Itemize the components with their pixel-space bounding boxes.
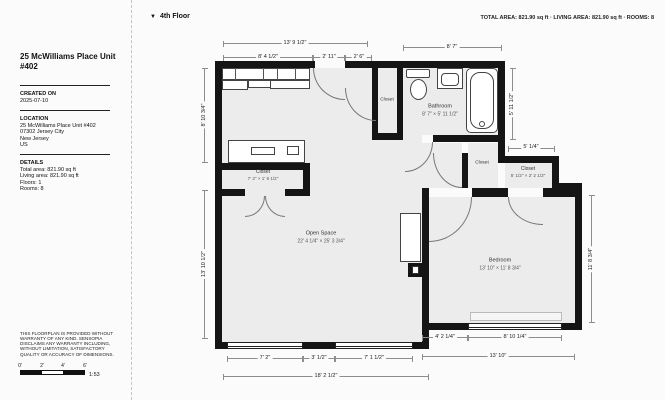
dimension-label: 8' 7": [446, 44, 458, 50]
kitchen-sink: [251, 147, 275, 155]
scale-ratio: 1:53: [89, 372, 100, 378]
property-title: 25 McWilliams Place Unit #402: [20, 52, 116, 71]
scale-tick: 4': [61, 363, 65, 369]
chevron-down-icon[interactable]: ▼: [150, 13, 156, 20]
bathtub-drain: [479, 121, 485, 127]
room-dims: 13' 10" × 11' 8 3/4": [479, 265, 521, 272]
room-label-entry-closet: [380, 98, 394, 105]
dimension-label: 5' 1/4": [523, 144, 539, 150]
kitchen-stove: [287, 146, 299, 155]
room-dims: 8' 7" × 5' 11 1/2": [422, 111, 458, 118]
kitchen-appliance: [270, 80, 310, 89]
wall: [345, 61, 505, 68]
dimension-label: 18' 2 1/2": [314, 373, 338, 379]
dimension-label: 3' 1/2": [311, 355, 327, 361]
kitchen-cabinet: [222, 80, 248, 90]
wall: [575, 183, 582, 330]
wall: [498, 61, 505, 163]
dimension-label: 7' 1 1/2": [364, 355, 384, 361]
created-heading: CREATED ON: [20, 91, 56, 97]
details-heading: DETAILS: [20, 159, 44, 166]
room-dims: 7' 2" × 1' 9 1/2": [247, 176, 279, 182]
room-name: Bathroom: [428, 103, 452, 110]
dimension-label: 2' 6": [353, 54, 365, 60]
created-value: 2025-07-10: [20, 98, 49, 104]
toilet-tank: [406, 69, 430, 78]
dimension-label: 8' 4 1/2": [258, 54, 278, 60]
room-name: Bedroom: [488, 257, 512, 264]
room-label-bathroom: [422, 103, 458, 118]
location-line: 25 McWilliams Place Unit #402: [20, 122, 96, 129]
dimension-label: 13' 10 1/2": [201, 251, 207, 277]
room-name: Closet: [520, 166, 536, 173]
location-line: US: [20, 142, 28, 148]
location-line: New Jersey: [20, 135, 49, 142]
dimension-label: 11' 8 3/4": [588, 247, 594, 271]
details-line: Floors: 1: [20, 179, 42, 186]
wall: [433, 135, 498, 142]
room-dims: 5' 1/2" × 2' 2 1/2": [510, 173, 546, 179]
built-in-cabinet: [400, 213, 421, 262]
details-line: Total area: 821.90 sq ft: [20, 166, 76, 173]
details-line: Rooms: 8: [20, 186, 44, 192]
bathroom-sink: [441, 73, 459, 86]
wall: [215, 61, 222, 349]
room-label-bedroom: [479, 257, 520, 272]
wall: [422, 188, 429, 349]
dimension-label: 7' 2": [259, 355, 271, 361]
counter-divider: [295, 68, 296, 80]
counter-divider: [235, 68, 236, 80]
dimension-label: 2' 11": [322, 54, 336, 60]
toilet-bowl: [410, 79, 427, 100]
radiator: [470, 312, 562, 321]
room-name: Open Space: [305, 230, 337, 237]
wall: [462, 153, 468, 188]
wall: [215, 61, 315, 68]
wall: [472, 188, 508, 197]
dimension-label: 4' 2 1/4": [435, 334, 455, 340]
room-name: Closet: [380, 97, 394, 103]
wall: [543, 188, 582, 197]
area-stats: TOTAL AREA: 821.90 sq ft · LIVING AREA: 821.90 sq ft · ROOMS: 8: [480, 15, 654, 21]
wall: [397, 68, 403, 140]
wall: [222, 189, 245, 196]
room-label-open-space: [297, 230, 344, 245]
room-name: Closet: [475, 160, 489, 166]
wall: [498, 156, 559, 163]
scale-tick: 6': [83, 363, 87, 369]
room-label-os-closet: [248, 169, 279, 183]
counter-divider: [263, 68, 264, 80]
details-line: Living area: 821.90 sq ft: [20, 173, 79, 179]
location-line: 07302 Jersey City: [20, 129, 65, 135]
scale-tick: 2': [40, 363, 44, 369]
floor-selector-label[interactable]: 4th Floor: [159, 13, 190, 20]
window: [335, 342, 413, 349]
dimension-label: 13' 10": [489, 353, 507, 359]
room-label-mid-closet: [475, 161, 489, 168]
counter-divider: [277, 68, 278, 80]
dimension-label: 13' 9 1/2": [283, 40, 307, 46]
room-label-tr-closet: [511, 166, 546, 180]
dimension-label: 8' 10 1/4": [503, 334, 527, 340]
room-name: Closet: [255, 169, 271, 176]
room-dims: 22' 4 1/4" × 25' 3 3/4": [297, 238, 345, 245]
column-notch: [412, 266, 419, 274]
wall: [285, 189, 310, 196]
dimension-label: 5' 11 1/2": [509, 92, 515, 116]
dimension-label: 8' 10 3/4": [201, 103, 207, 127]
window: [227, 342, 303, 349]
window: [468, 323, 562, 330]
disclaimer-text: THIS FLOORPLAN IS PROVIDED WITHOUT WARRANTY OF ANY KIND. SENSOPIA DISCLAIMS ANY WARRANTY INCLUDING, WITHOUT LIMITATION, SATISFACTORY QUALITY OR ACCURACY OF DIMENSIONS.: [20, 331, 114, 357]
wall: [372, 133, 403, 140]
scale-tick: 0': [18, 363, 22, 369]
location-heading: LOCATION: [20, 115, 49, 122]
